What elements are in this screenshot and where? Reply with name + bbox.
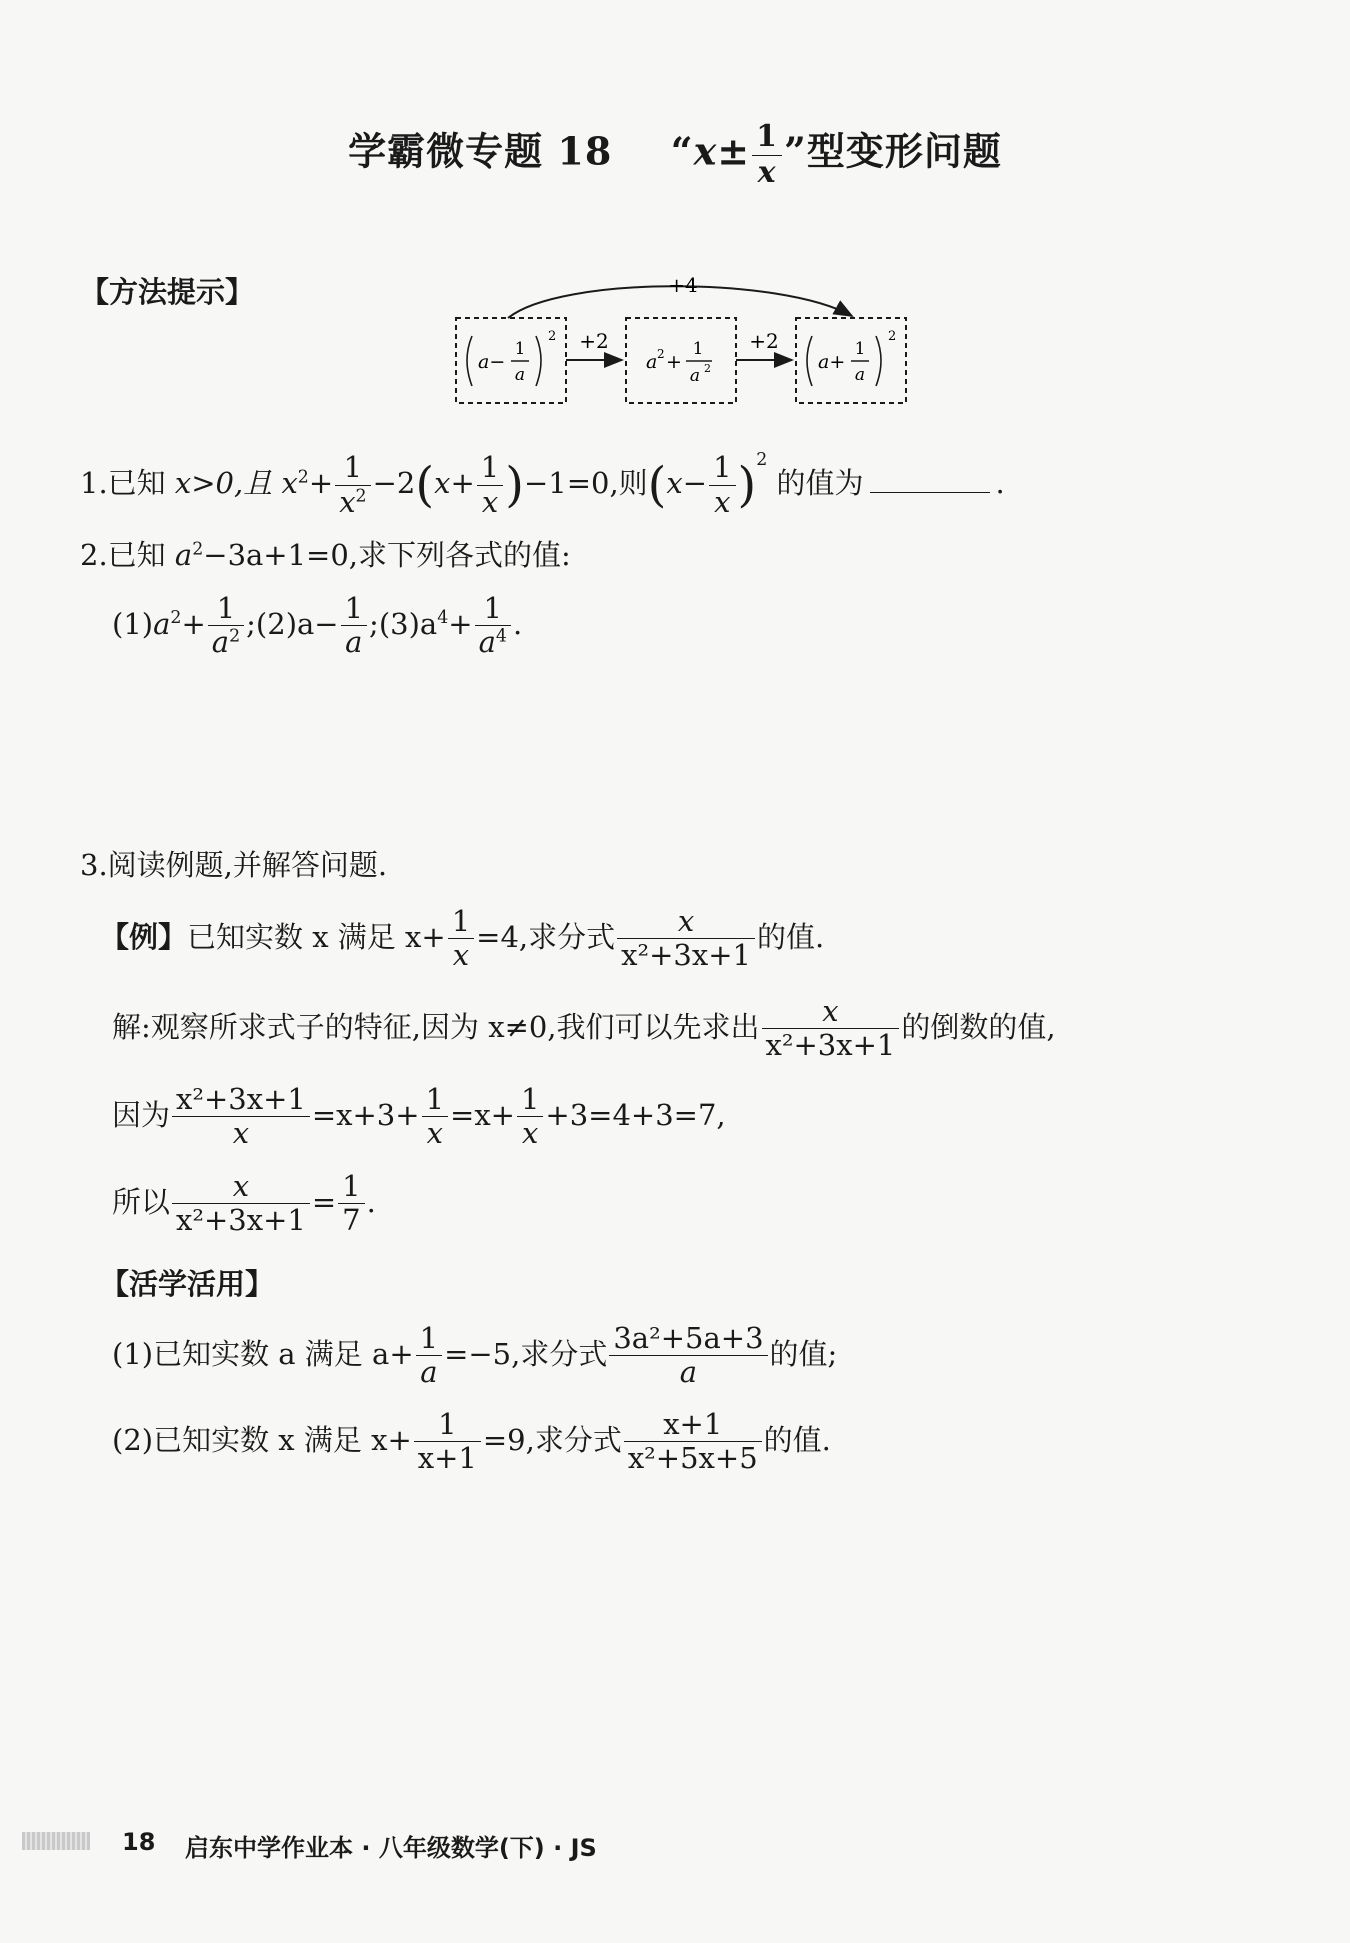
box3-den: a xyxy=(854,365,866,385)
q3-sol3-f2-den: 7 xyxy=(342,1203,361,1238)
q2-p3-plus: + xyxy=(448,606,473,641)
q1-plus: + xyxy=(308,466,334,500)
q2-end: . xyxy=(512,606,523,641)
q3-ex-f2-den: x²+3x+1 xyxy=(621,938,751,973)
q3-a1-f1-den: a xyxy=(420,1355,438,1390)
q3-sol2-f3-den: x xyxy=(522,1116,539,1151)
q3-a1-f2-den: a xyxy=(679,1355,698,1390)
box2-den-sup: 2 xyxy=(704,362,711,375)
book-title: 启东中学作业本 · 八年级数学(下) · JS xyxy=(185,1834,597,1862)
q2-p3-num: 1 xyxy=(475,592,511,626)
box1-exp: 2 xyxy=(548,329,557,344)
q3-ex-f2-num: x xyxy=(617,905,755,939)
arc-label: +4 xyxy=(668,273,698,297)
q3-ex-tag: 【例】 xyxy=(100,919,188,954)
q1-cond: x>0,且 xyxy=(174,466,282,500)
q2-p1-den-sup: 2 xyxy=(229,626,241,647)
q2-p1-sup: 2 xyxy=(170,608,182,629)
box3-exp: 2 xyxy=(888,329,897,344)
print-mark xyxy=(22,1832,90,1850)
q3-a2-text2: =9,求分式 xyxy=(482,1422,622,1457)
q3-sol2-f1-den: x xyxy=(232,1116,250,1151)
q2-p2: ;(2)a− xyxy=(246,606,339,641)
q3-solution-line3 xyxy=(112,1170,376,1238)
method-diagram xyxy=(440,268,920,408)
page-number: 18 xyxy=(122,1828,156,1856)
q1-inner: x+ xyxy=(434,466,475,500)
apply-heading: 【活学活用】 xyxy=(100,1267,275,1301)
q1-f1-num: 1 xyxy=(335,451,370,485)
q3-a2-f1-den: x+1 xyxy=(417,1441,477,1476)
q3-ex-text3: 的值. xyxy=(756,919,825,954)
q1-lead: 1.已知 xyxy=(80,466,175,500)
step1-label: +2 xyxy=(579,329,609,353)
q3-a2-f2-num: x+1 xyxy=(624,1408,762,1442)
q1-f3-num: 1 xyxy=(709,451,735,485)
q3-sol1-text2: 的倒数的值, xyxy=(901,1009,1056,1044)
q2-expr: a xyxy=(174,538,193,572)
q3-sol1-f-den: x²+3x+1 xyxy=(765,1028,896,1063)
q3-sol2-text1: 因为 xyxy=(112,1097,171,1132)
q2-p1-den: a xyxy=(211,625,230,660)
box1-num: 1 xyxy=(514,339,526,359)
q2-p3-sup: 4 xyxy=(437,608,449,629)
q3-sol2-f1-num: x²+3x+1 xyxy=(172,1083,310,1117)
method-tip-heading: 【方法提示】 xyxy=(80,275,255,309)
q2-sup: 2 xyxy=(192,539,204,560)
q2-p1-num: 1 xyxy=(208,592,244,626)
box2-sup: 2 xyxy=(657,347,665,361)
q3-sol2-text2: =x+3+ xyxy=(311,1097,420,1132)
page-title xyxy=(0,120,1350,190)
q3-a2-text1: (2)已知实数 x 满足 x+ xyxy=(112,1422,412,1457)
box3-num: 1 xyxy=(854,339,866,359)
q3-a1-text3: 的值; xyxy=(769,1336,838,1371)
q1-f3-den: x xyxy=(714,484,731,519)
title-pm: ± xyxy=(717,128,751,174)
q2-p2-num: 1 xyxy=(341,592,367,626)
q2-p1-a: a xyxy=(153,606,171,641)
q3-sol3-f1-den: x²+3x+1 xyxy=(176,1203,306,1238)
q3-ex-f1-den: x xyxy=(452,938,470,973)
q2-lead: 2.已知 xyxy=(80,538,175,572)
q3-intro: 3.阅读例题,并解答问题. xyxy=(80,848,388,882)
step2-label: +2 xyxy=(749,329,779,353)
box1-lead: a− xyxy=(478,351,506,373)
q3-sol3-text3: . xyxy=(366,1184,376,1219)
q3-sol3-f1-num: x xyxy=(172,1170,310,1204)
q3-apply-1 xyxy=(112,1322,837,1390)
q2-rest: −3a+1=0,求下列各式的值: xyxy=(203,538,571,572)
title-suffix: ”型变形问题 xyxy=(783,128,1002,174)
question-2-parts xyxy=(112,592,522,660)
q2-p3: ;(3)a xyxy=(369,606,438,641)
q1-minus2: −2 xyxy=(372,466,416,500)
q3-sol1-f-num: x xyxy=(762,995,900,1029)
q3-sol1-text1: 解:观察所求式子的特征,因为 x≠0,我们可以先求出 xyxy=(112,1009,760,1044)
q3-ex-f1-num: 1 xyxy=(448,905,474,939)
q1-expr-a: x xyxy=(281,466,298,500)
box3-lead: a+ xyxy=(818,351,846,373)
q3-sol3-text2: = xyxy=(311,1184,337,1219)
q1-exp: 2 xyxy=(756,450,768,470)
q3-a1-f2-num: 3a²+5a+3 xyxy=(609,1322,767,1356)
title-x: x xyxy=(693,128,718,174)
title-frac-den: x xyxy=(757,154,777,190)
q3-sol2-text3: =x+ xyxy=(450,1097,515,1132)
title-open-quote: “ xyxy=(670,128,694,174)
q3-apply-2 xyxy=(112,1408,831,1476)
q3-sol2-f2-den: x xyxy=(426,1116,443,1151)
q1-ask: 的值为 xyxy=(767,466,864,500)
q3-sol2-f2-num: 1 xyxy=(422,1083,448,1117)
q3-sol3-text1: 所以 xyxy=(112,1184,171,1219)
question-2-stem xyxy=(80,533,571,574)
q3-ex-text1: 已知实数 x 满足 x+ xyxy=(187,919,446,954)
box2-lead: a xyxy=(646,351,658,373)
box2-plus: + xyxy=(666,351,682,373)
q1-expr-a-sup: 2 xyxy=(297,467,309,488)
q3-a2-f2-den: x²+5x+5 xyxy=(627,1441,758,1476)
q3-solution-line2 xyxy=(112,1083,726,1151)
title-prefix: 学霸微专题 18 xyxy=(348,128,613,174)
q3-a1-text1: (1)已知实数 a 满足 a+ xyxy=(112,1336,414,1371)
q2-p1-plus: + xyxy=(181,606,206,641)
question-1: 1.已知 x>0,且 $x^2+$ $\frac{1}{x^2}$ −2(x+ $\frac{1}{x}$ )−1=0,则(x− $\frac{1}{x}$ )$^2$ 的值为 . xyxy=(80,450,1005,519)
q1-f2-num: 1 xyxy=(477,451,503,485)
q1-f2-den: x xyxy=(481,484,499,519)
q3-sol3-f2-num: 1 xyxy=(338,1170,364,1204)
q3-sol2-f3-num: 1 xyxy=(517,1083,543,1117)
box2-den: a xyxy=(689,366,701,386)
q1-f1-den-sup: 2 xyxy=(355,485,367,506)
q3-a2-f1-num: 1 xyxy=(414,1408,481,1442)
q2-p3-den-sup: 4 xyxy=(495,626,507,647)
q3-solution-line1 xyxy=(112,995,1056,1063)
q1-inner2: x− xyxy=(666,466,708,500)
box2-num: 1 xyxy=(692,339,704,359)
q2-p3-den: a xyxy=(478,625,496,660)
q2-p1: (1) xyxy=(112,606,154,641)
q3-a2-text3: 的值. xyxy=(763,1422,831,1457)
q1-answer-blank[interactable] xyxy=(870,492,990,493)
q3-a1-f1-num: 1 xyxy=(416,1322,442,1356)
q3-a1-text2: =−5,求分式 xyxy=(444,1336,608,1371)
box1-den: a xyxy=(514,365,526,385)
q3-example xyxy=(100,905,824,973)
q3-sol2-text4: +3=4+3=7, xyxy=(545,1097,726,1132)
q1-f1-den: x xyxy=(339,484,356,519)
q3-ex-text2: =4,求分式 xyxy=(476,919,616,954)
q1-end: . xyxy=(995,466,1005,500)
title-frac-num: 1 xyxy=(752,120,782,156)
q1-tail: −1=0,则 xyxy=(523,466,648,500)
q2-p2-den: a xyxy=(345,625,363,660)
